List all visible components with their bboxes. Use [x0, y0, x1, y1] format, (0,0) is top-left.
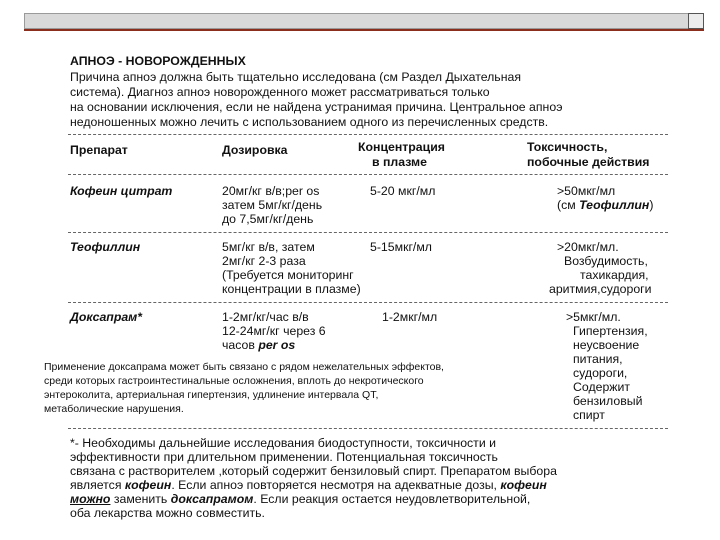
- toxicity-line: Содержит: [573, 380, 631, 394]
- footnote-line: связана с растворителем ,который содержит бензиловый спирт. Препаратом выбора: [70, 464, 557, 478]
- toxicity-line: >20мкг/мл.: [557, 240, 619, 254]
- toxicity-line: Возбудимость,: [564, 254, 648, 268]
- footnote-text: . Если реакция остается неудовлетворительной,: [253, 492, 531, 506]
- divider: [68, 134, 668, 135]
- slide-top-rule: [24, 29, 704, 31]
- concentration-value: 5-20 мкг/мл: [370, 184, 436, 198]
- concentration-value: 5-15мкг/мл: [370, 240, 432, 254]
- divider: [68, 428, 668, 429]
- drug-name: Кофеин цитрат: [70, 184, 173, 198]
- slide-top-bar: [24, 13, 704, 29]
- intro-line: система). Диагноз апноэ новорожденного может рассматриваться только: [70, 85, 490, 99]
- dosage-line: затем 5мг/кг/день: [222, 198, 323, 212]
- footnote-line: *- Необходимы дальнейшие исследования биодоступности, токсичности и: [70, 436, 496, 450]
- footnote-line: [70, 492, 530, 506]
- dosage-line: 20мг/кг в/в;per os: [222, 184, 320, 198]
- intro-line: недоношенных можно лечить с использованием одного из перечисленных средств.: [70, 115, 549, 129]
- dosage-line: 5мг/кг в/в, затем: [222, 240, 315, 254]
- header-concentration: Концентрация: [358, 140, 445, 154]
- slide-corner-box: [688, 13, 704, 29]
- footnote-emph: можно: [70, 492, 111, 506]
- footnote-emph: доксапрамом: [170, 492, 254, 506]
- toxicity-line: >50мкг/мл: [557, 184, 616, 198]
- dosage-line: 12-24мг/кг через 6: [222, 324, 326, 338]
- footnote-line: оба лекарства можно совместить.: [70, 506, 265, 520]
- drug-name: Доксапрам*: [70, 310, 143, 324]
- footnote-emph: кофеин: [124, 478, 172, 492]
- footnote-line: эффективности при длительном применении. Потенциальная токсичность: [70, 450, 498, 464]
- header-toxicity: Токсичность,: [527, 140, 608, 154]
- header-dosage: Дозировка: [222, 143, 288, 157]
- footnote-text: является: [70, 478, 125, 492]
- toxicity-line: [557, 198, 653, 212]
- toxicity-prefix: (см: [557, 198, 580, 212]
- toxicity-line: питания,: [573, 352, 623, 366]
- intro-line: на основании исключения, если не найдена устранимая причина. Центральное апноэ: [70, 100, 563, 114]
- note-line: энтероколита, артериальная гипертензия, удлинение интервала QT,: [44, 389, 379, 401]
- dosage-prefix: часов: [222, 338, 259, 352]
- doxapram-note: [44, 360, 484, 418]
- dosage-line: 2мг/кг 2-3 раза: [222, 254, 306, 268]
- note-line: метаболические нарушения.: [44, 403, 184, 415]
- dosage-line: 1-2мг/кг/час в/в: [222, 310, 309, 324]
- divider: [68, 302, 668, 303]
- header-toxicity-sub: побочные действия: [527, 155, 650, 169]
- dosage-line: (Требуется мониторинг: [222, 268, 354, 282]
- footnote-line: [70, 478, 547, 492]
- dosage-line: [222, 338, 295, 352]
- dosage-route: per os: [258, 338, 296, 352]
- toxicity-ref: Теофиллин: [579, 198, 650, 212]
- footnote-text: заменить: [110, 492, 171, 506]
- drug-name: Теофиллин: [70, 240, 141, 254]
- toxicity-suffix: ): [649, 198, 654, 212]
- toxicity-line: аритмия,судороги: [549, 282, 652, 296]
- footnote-text: . Если апноэ повторяется несмотря на адекватные дозы,: [171, 478, 501, 492]
- page-title: АПНОЭ - НОВОРОЖДЕННЫХ: [70, 54, 246, 68]
- note-line: среди которых гастроинтестинальные осложнения, вплоть до некротического: [44, 375, 424, 387]
- toxicity-line: судороги,: [573, 366, 628, 380]
- toxicity-line: спирт: [573, 408, 605, 422]
- divider: [68, 174, 668, 175]
- header-drug: Препарат: [70, 143, 128, 157]
- toxicity-line: >5мкг/мл.: [566, 310, 621, 324]
- concentration-value: 1-2мкг/мл: [382, 310, 438, 324]
- toxicity-line: тахикардия,: [580, 268, 649, 282]
- toxicity-line: неусвоение: [573, 338, 640, 352]
- dosage-line: концентрации в плазме): [222, 282, 361, 296]
- header-concentration-sub: в плазме: [372, 155, 427, 169]
- note-line: Применение доксапрама может быть связано с рядом нежелательных эффектов,: [44, 361, 444, 373]
- footnote-emph: кофеин: [500, 478, 547, 492]
- intro-line: Причина апноэ должна быть тщательно исследована (см Раздел Дыхательная: [70, 70, 522, 84]
- toxicity-line: бензиловый: [573, 394, 643, 408]
- toxicity-line: Гипертензия,: [573, 324, 648, 338]
- dosage-line: до 7,5мг/кг/день: [222, 212, 314, 226]
- divider: [68, 232, 668, 233]
